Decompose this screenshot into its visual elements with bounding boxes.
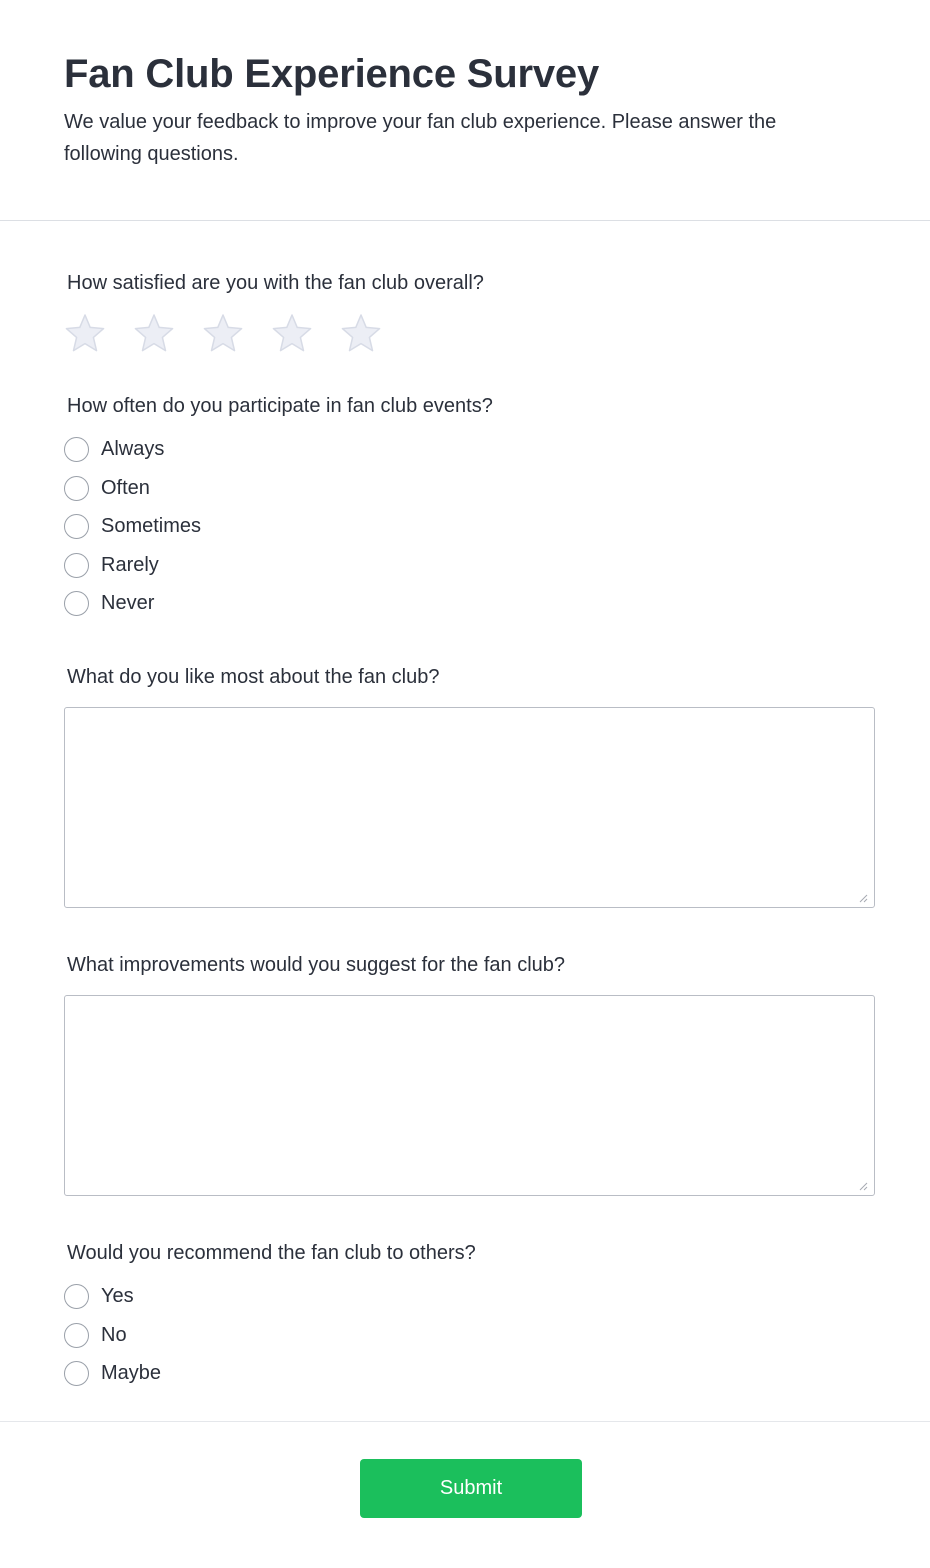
- question-likes-label: What do you like most about the fan club?: [67, 666, 440, 688]
- radio-label: Always: [101, 438, 165, 460]
- radio-label: No: [101, 1323, 127, 1346]
- question-improvements-label: What improvements would you suggest for the fan club?: [67, 954, 566, 976]
- resize-grip-icon[interactable]: [858, 893, 868, 903]
- submit-button[interactable]: Submit: [360, 1459, 582, 1518]
- question-satisfaction-label: How satisfied are you with the fan club overall?: [67, 272, 484, 294]
- star-icon[interactable]: [271, 312, 313, 354]
- radio-button[interactable]: [64, 1284, 89, 1309]
- radio-label: Often: [101, 476, 150, 499]
- radio-button[interactable]: [64, 553, 89, 578]
- radio-button[interactable]: [64, 1323, 89, 1348]
- star-icon[interactable]: [202, 312, 244, 354]
- radio-label: Yes: [101, 1285, 134, 1307]
- radio-label: Never: [101, 592, 155, 614]
- footer-divider: [0, 1421, 930, 1422]
- page-subtitle: We value your feedback to improve your fan club experience. Please answer the following questions.: [64, 111, 777, 165]
- question-participation-label: How often do you participate in fan club events?: [67, 395, 493, 417]
- star-rating: [64, 312, 382, 354]
- question-recommend-label: Would you recommend the fan club to others?: [67, 1242, 476, 1264]
- star-icon[interactable]: [133, 312, 175, 354]
- radio-button[interactable]: [64, 591, 89, 616]
- radio-label: Rarely: [101, 553, 159, 576]
- improvements-textarea[interactable]: [64, 995, 875, 1196]
- radio-button[interactable]: [64, 1361, 89, 1386]
- resize-grip-icon[interactable]: [858, 1181, 868, 1191]
- star-icon[interactable]: [340, 312, 382, 354]
- survey-header: [0, 0, 930, 221]
- likes-textarea[interactable]: [64, 707, 875, 908]
- radio-button[interactable]: [64, 476, 89, 501]
- radio-label: Maybe: [101, 1362, 162, 1384]
- radio-button[interactable]: [64, 437, 89, 462]
- page-title: Fan Club Experience Survey: [64, 52, 599, 96]
- star-icon[interactable]: [64, 312, 106, 354]
- radio-label: Sometimes: [101, 515, 202, 537]
- radio-button[interactable]: [64, 514, 89, 539]
